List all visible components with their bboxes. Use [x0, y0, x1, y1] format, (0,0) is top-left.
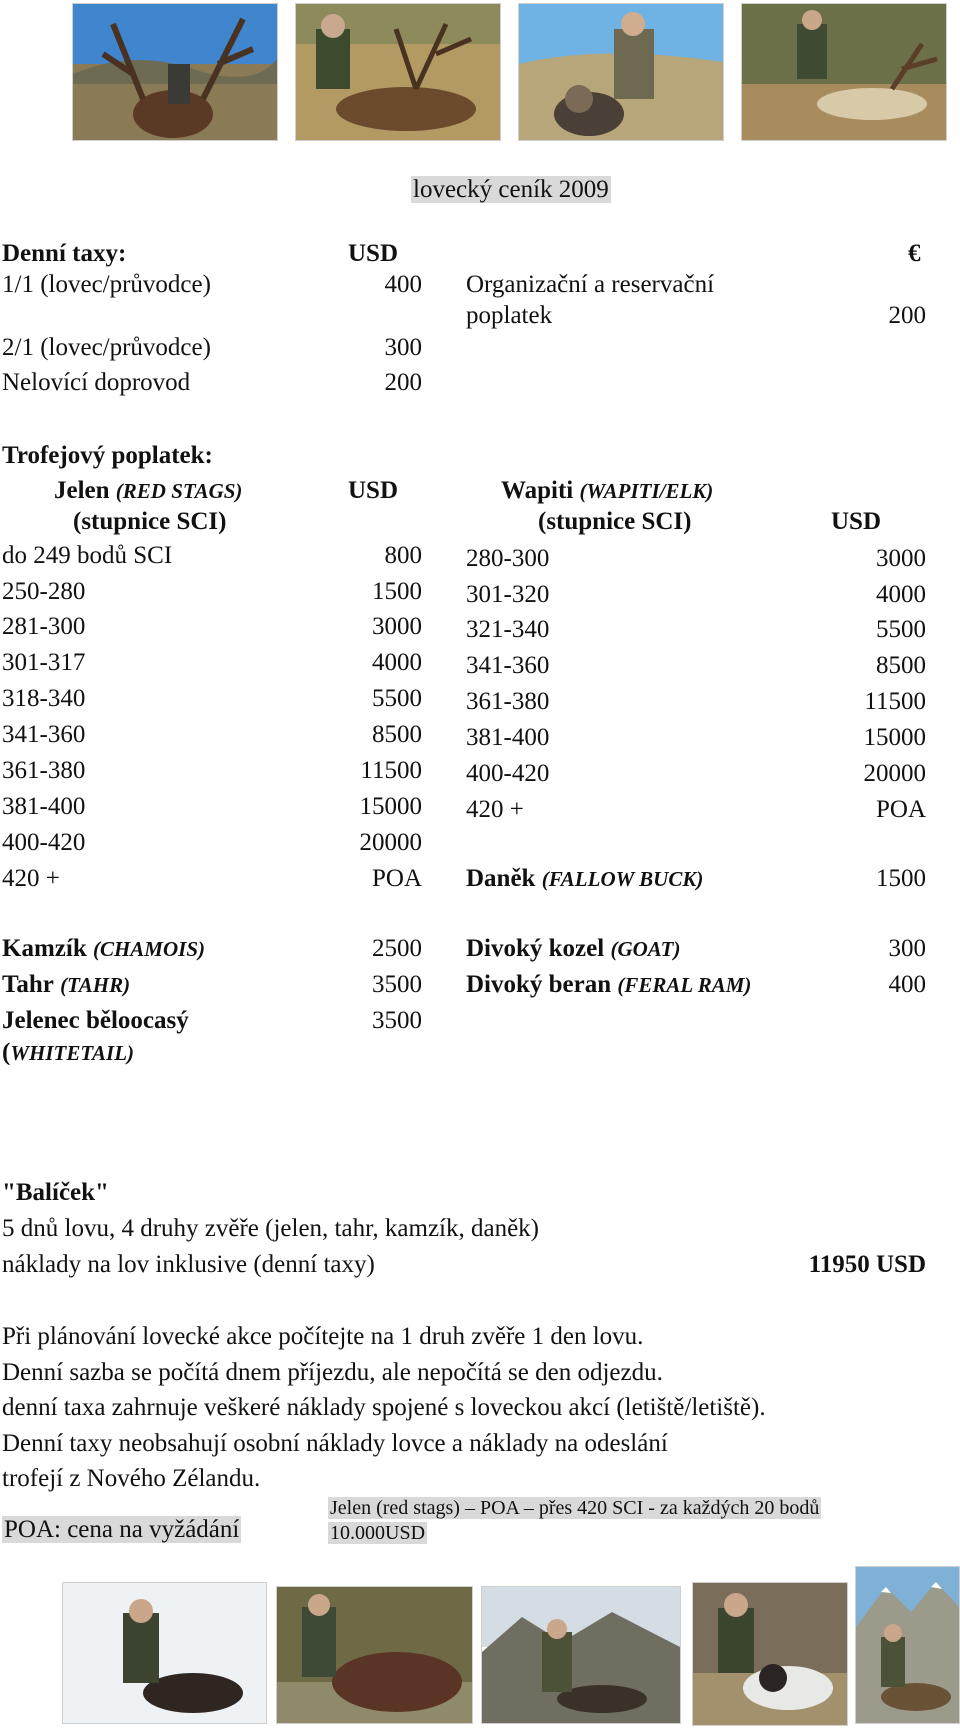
- stag-price: 11500: [360, 757, 422, 784]
- stag-latin: (RED STAGS): [115, 479, 243, 503]
- wapiti-price: 11500: [864, 688, 926, 715]
- daily-row-value: 300: [384, 334, 422, 361]
- photo-bull: [276, 1586, 473, 1724]
- species-price: 400: [888, 971, 926, 998]
- species-name: Tahr: [2, 971, 54, 998]
- photo-snow-tahr: [62, 1582, 267, 1724]
- daily-usd-header: USD: [348, 240, 399, 267]
- wapiti-price: 4000: [876, 581, 926, 608]
- species-left: [2, 970, 130, 1000]
- note-line: denní taxa zahrnuje veškeré náklady spojené s loveckou akcí (letiště/letiště).: [2, 1394, 766, 1421]
- stag-range: 361-380: [2, 757, 86, 784]
- poa-note: POA: cena na vyžádání: [4, 1516, 240, 1543]
- species-price: 3500: [372, 971, 422, 998]
- stag-scale: (stupnice SCI): [73, 508, 227, 535]
- daily-row-value: 400: [384, 271, 422, 298]
- fallow-price: 1500: [876, 865, 926, 892]
- trophy-heading: Trofejový poplatek:: [2, 442, 213, 469]
- stag-range: 250-280: [2, 578, 86, 605]
- wapiti-price: 3000: [876, 545, 926, 572]
- wapiti-scale: (stupnice SCI): [538, 508, 692, 535]
- species-latin: WHITETAIL): [10, 1041, 135, 1065]
- note-line: Při plánování lovecké akce počítejte na 1 druh zvěře 1 den lovu.: [2, 1323, 644, 1350]
- wapiti-range: 321-340: [466, 616, 550, 643]
- species-name: Jelenec běloocasý: [2, 1007, 189, 1034]
- stag-range: 281-300: [2, 613, 86, 640]
- stag-price: 15000: [359, 793, 422, 820]
- daily-row-label: Nelovící doprovod: [2, 369, 191, 396]
- stag-range: 400-420: [2, 829, 86, 856]
- stag-range: do 249 bodů SCI: [2, 542, 173, 569]
- daily-row-label: 1/1 (lovec/průvodce): [2, 271, 211, 298]
- species-right: [466, 934, 680, 964]
- photo-red-stag-2: [295, 3, 501, 141]
- wapiti-heading: [501, 476, 713, 506]
- species-price: 300: [888, 935, 926, 962]
- stag-price: 1500: [372, 578, 422, 605]
- wapiti-range: 361-380: [466, 688, 550, 715]
- species-latin: (CHAMOIS): [92, 937, 205, 961]
- stag-note-line-1: Jelen (red stags) – POA – přes 420 SCI - za každých 20 bodů: [330, 1497, 820, 1519]
- stag-price: 4000: [372, 649, 422, 676]
- species-right: [466, 970, 751, 1000]
- stag-price: 20000: [359, 829, 422, 856]
- fallow-latin: (FALLOW BUCK): [541, 867, 704, 891]
- package-title: "Balíček": [2, 1179, 109, 1206]
- wapiti-price: 20000: [863, 760, 926, 787]
- stag-range: 318-340: [2, 685, 86, 712]
- package-line-1: 5 dnů lovu, 4 druhy zvěře (jelen, tahr, kamzík, daněk): [2, 1215, 540, 1242]
- species-name: Divoký kozel: [466, 935, 605, 962]
- photo-ram: [518, 3, 724, 141]
- stag-range: 381-400: [2, 793, 86, 820]
- species-left: [2, 934, 205, 964]
- note-line: Denní sazba se počítá dnem příjezdu, ale nepočítá se den odjezdu.: [2, 1359, 663, 1386]
- species-price: 2500: [372, 935, 422, 962]
- stag-price: 800: [384, 542, 422, 569]
- species-name: Divoký beran: [466, 971, 612, 998]
- species-latin: (TAHR): [60, 973, 131, 997]
- photo-mountain-hunter: [481, 1586, 681, 1724]
- photo-goat: [692, 1582, 848, 1726]
- species-latin: (FERAL RAM): [617, 973, 752, 997]
- species-latin: (GOAT): [610, 937, 681, 961]
- wapiti-range: 301-320: [466, 581, 550, 608]
- note-line: trofejí z Nového Zélandu.: [2, 1465, 261, 1492]
- fallow-name: Daněk: [466, 865, 536, 892]
- stag-name: Jelen: [54, 477, 110, 504]
- stag-note-line-2: 10.000USD: [330, 1522, 426, 1544]
- wapiti-latin: (WAPITI/ELK): [579, 479, 714, 503]
- wapiti-range: 420 +: [466, 796, 524, 823]
- daily-row-label: 2/1 (lovec/průvodce): [2, 334, 211, 361]
- stag-price: 3000: [372, 613, 422, 640]
- wapiti-price: 5500: [876, 616, 926, 643]
- photo-red-stag-1: [72, 3, 278, 141]
- package-line-2: náklady na lov inklusive (denní taxy): [2, 1251, 375, 1278]
- photo-alpine: [855, 1566, 960, 1724]
- latin-prefix: (: [2, 1039, 11, 1066]
- daily-eur-header: €: [908, 240, 921, 267]
- wapiti-usd-header: USD: [831, 508, 882, 535]
- fallow-heading: [466, 864, 703, 894]
- wapiti-range: 280-300: [466, 545, 550, 572]
- org-fee-label-2: poplatek: [466, 302, 553, 329]
- stag-usd-header: USD: [348, 477, 399, 504]
- package-price: 11950 USD: [808, 1251, 926, 1278]
- stag-range: 341-360: [2, 721, 86, 748]
- stag-price: 8500: [372, 721, 422, 748]
- stag-heading: [54, 476, 242, 506]
- species-price: 3500: [372, 1007, 422, 1034]
- photo-fallow: [741, 3, 947, 141]
- stag-range: 301-317: [2, 649, 86, 676]
- wapiti-price: 15000: [863, 724, 926, 751]
- stag-range: 420 +: [2, 865, 60, 892]
- page-title: lovecký ceník 2009: [413, 176, 609, 203]
- species-name: Kamzík: [2, 935, 87, 962]
- species-latin-line: [2, 1038, 134, 1068]
- wapiti-price: POA: [875, 796, 926, 823]
- daily-heading: Denní taxy:: [2, 240, 127, 267]
- org-fee-value: 200: [888, 302, 926, 329]
- org-fee-label-1: Organizační a reservační: [466, 271, 715, 298]
- wapiti-name: Wapiti: [501, 477, 574, 504]
- wapiti-range: 400-420: [466, 760, 550, 787]
- wapiti-range: 341-360: [466, 652, 550, 679]
- wapiti-price: 8500: [876, 652, 926, 679]
- note-line: Denní taxy neobsahují osobní náklady lovce a náklady na odeslání: [2, 1430, 668, 1457]
- stag-price: POA: [371, 865, 422, 892]
- daily-row-value: 200: [384, 369, 422, 396]
- wapiti-range: 381-400: [466, 724, 550, 751]
- stag-price: 5500: [372, 685, 422, 712]
